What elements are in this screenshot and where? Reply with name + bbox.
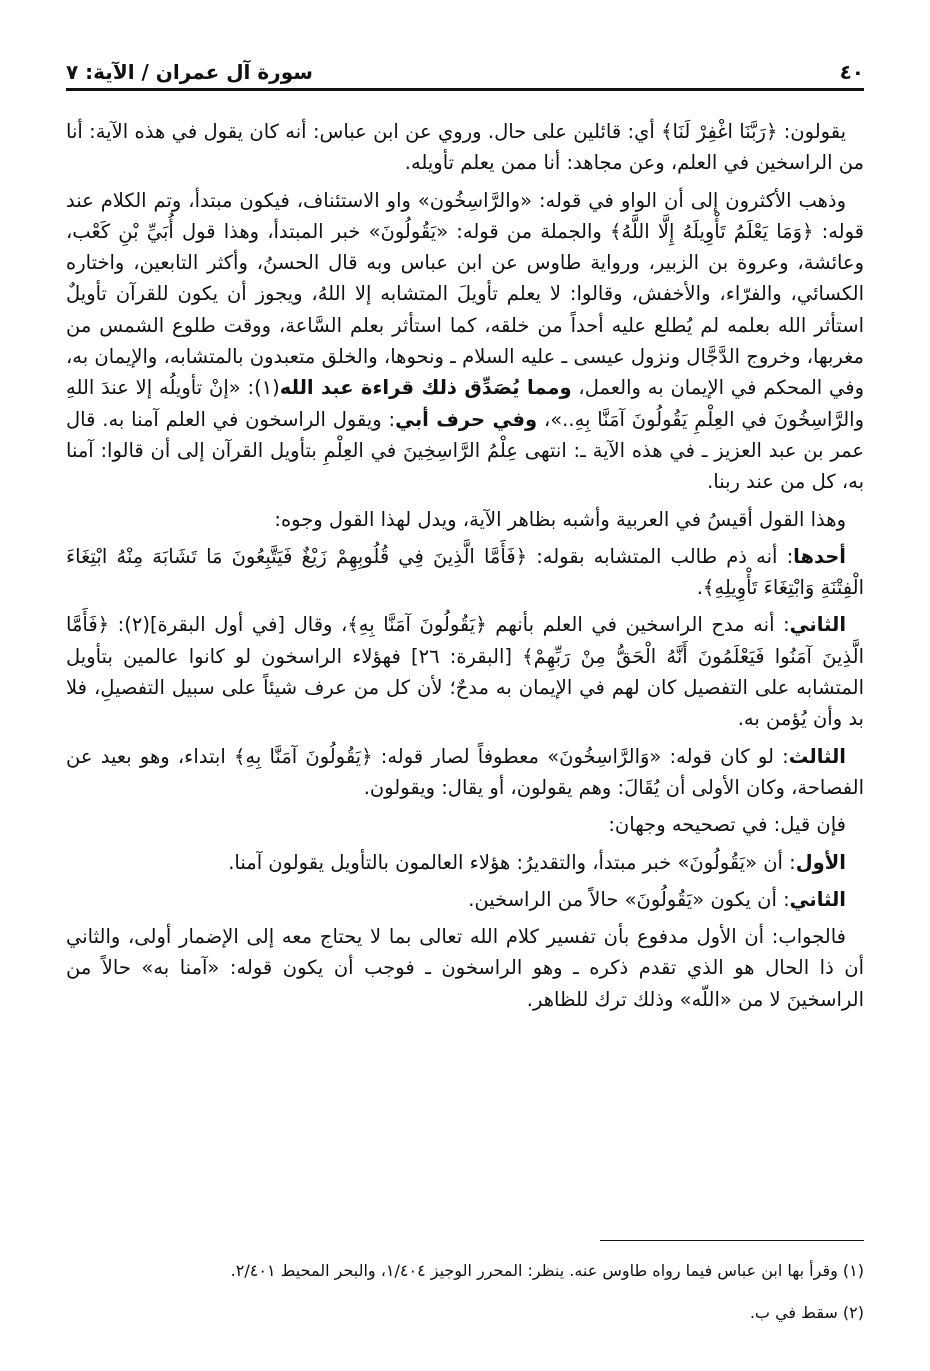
footnote: (١) وقرأ بها ابن عباس فيما رواه طاوس عنه. ينظر: المحرر الوجيز ١/٤٠٤، والبحر المحيط ٢/٤٠١. [230,1261,864,1280]
paragraph [66,185,864,498]
page-header [66,44,864,91]
paragraph-text: يقولون: ﴿رَبَّنَا اغْفِرْ لَنَا﴾ أي: قائلين على حال. وروي عن ابن عباس: أنه كان يقول في هذه الآية: أنا من الراسخين في العلم، وعن مجاهد: أنا ممن يعلم تأويله. [66,120,864,175]
paragraph [66,116,864,179]
bold-heading-text: الأول [795,850,846,874]
paragraph-text: فالجواب: أن الأول مدفوع بأن تفسير كلام الله تعالى بما لا يحتاج معه إلى الإضمار أولى، والثاني أن ذا الحال هو الذي تقدم ذكره ـ وهو الراسخون ـ فوجب أن يكون قوله: «آمنا به» حالاً من الراسخينَ لا من «اللّه» وذلك ترك للظاهر. [66,925,864,1011]
paragraph [66,847,864,878]
paragraph [66,884,864,915]
footnotes [66,1250,864,1334]
paragraph [66,504,864,535]
bold-heading-text: الثاني [789,887,846,911]
paragraph-text: : أنه ذم طالب المتشابه بقوله: ﴿فَأَمَّا الَّذِينَ فِي قُلُوبِهِمْ زَيْغٌ فَيَتَّبِعُونَ مَا تَشَابَهَ مِنْهُ ابْتِغَاءَ الْفِتْنَةِ وَابْتِغَاءَ تَأْوِيلِهِ﴾. [66,544,864,600]
paragraph-text: : أنه مدح الراسخين في العلم بأنهم ﴿يَقُولُونَ آمَنَّا بِهِ﴾، وقال [في أول البقرة](٢): ﴿فَأَمَّا الَّذِينَ آمَنُوا فَيَعْلَمُونَ أَنَّهُ الْحَقُّ مِنْ رَبِّهِمْ﴾ [البقرة: ٢٦] فهؤلاء الراسخون لو كانوا عالمين بتأويل المتشابه على التفصيل كان لهم في الإيمان به مدحٌ؛ لأن كل من عرف شيئاً على سبيل التفصيلِ، فلا بد وأن يُؤمن به. [66,613,864,731]
paragraph-text: : أن يكون «يَقُولُونَ» حالاً من الراسخين. [468,887,790,911]
bold-heading-text: ومما يُصَدِّق ذلك قراءة عبد الله [279,376,572,400]
page-number: ٤٠ [839,60,864,84]
paragraph-text: وذهب الأكثرون إلى أن الواو في قوله: «والرَّاسِخُون» واو الاستئناف، فيكون مبتدأ، وتم الكلام عند قوله: ﴿وَمَا يَعْلَمُ تَأْوِيلَهُ إِلَّا اللَّهُ﴾ والجملة من قوله: «يَقُولُونَ» خبر المبتدأ، وهذا قول أُبَيِّ بْنِ كَعْب، وعائشة، وعروة بن الزبير، ورواية طاوس عن ابن عباس وبه قال الحسنُ، وأكثر التابعين، واختاره الكسائي، والفرّاء، والأخفش، وقالوا: لا يعلم تأويلَ المتشابه إلا اللهُ، ويجوز أن يكون للقرآن تأويلٌ استأثر الله بعلمه لم يُطلع عليه أحداً من خلقه، كما استأثر بعلم السَّاعة، ووقت طلوع الشمس من مغربها، وخروج الدَّجَّال ونزول عيسى ـ عليه السلام ـ ونحوها، والخلق متعبدون بالمتشابه، والإيمان به، وفي المحكم في الإيمان به والعمل، [66,188,865,400]
running-title: سورة آل عمران / الآية: ٧ [66,60,313,84]
bold-heading-text: أحدها [793,544,846,568]
paragraph-text: : لو كان قوله: «وَالرَّاسِخُونَ» معطوفاً لصار قوله: ﴿يَقُولُونَ آمَنَّا بِهِ﴾ ابتداء، وهو بعيد عن الفصاحة، وكان الأولى أن يُقَالَ: وهم يقولون، أو يقال: ويقولون. [66,744,864,799]
bold-heading-text: وفي حرف أبي [395,407,538,431]
paragraph-text: : أن «يَقُولُونَ» خبر مبتدأ، والتقديرُ: هؤلاء العالمون بالتأويل يقولون آمنا. [228,850,796,874]
paragraph [66,541,864,604]
paragraph-text: فإن قيل: في تصحيحه وجهان: [608,813,846,837]
paragraph-text: وهذا القول أقيسُ في العربية وأشبه بظاهر الآية، ويدل لهذا القول وجوه: [274,507,846,531]
paragraph-text: (١): «إنْ تأويلُه إلا عندَ اللهِ والرَّاسِخُونَ في العِلْمِ يَقُولُونَ آمَنَّا بِهِ..»، [66,376,864,431]
paragraph [66,809,864,840]
main-text [66,116,864,1021]
bold-heading-text: الثالث [788,744,846,768]
paragraph [66,609,864,734]
paragraph [66,741,864,804]
footnote-divider [600,1240,864,1241]
paragraph-text: : ويقول الراسخون في العلم آمنا به. قال عمر بن عبد العزيز ـ في هذه الآية ـ: انتهى عِلْمُ الرَّاسِخِينَ في العِلْمِ بتأويل القرآن إلى أن قالوا: آمنا به، كل من عند ربنا. [66,407,864,494]
paragraph [66,921,864,1015]
bold-heading-text: الثاني [789,613,847,637]
footnote: (٢) سقط في ب. [749,1303,864,1322]
